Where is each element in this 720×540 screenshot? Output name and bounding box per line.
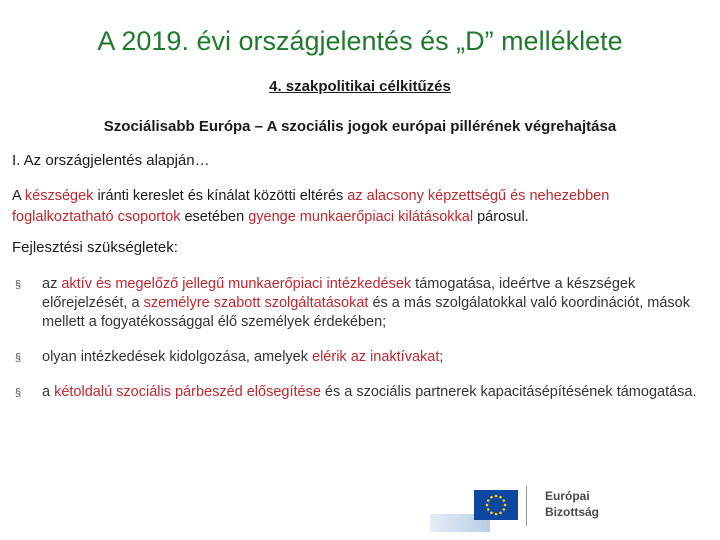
flag-star [504, 504, 507, 507]
text-run: párosul. [473, 209, 529, 225]
bullet-marker: § [15, 279, 22, 291]
logo-text-line2: Bizottság [545, 505, 599, 519]
flag-star [502, 499, 505, 502]
bullet-marker: § [15, 387, 22, 399]
flag-star [495, 513, 498, 516]
eu-flag-icon [474, 490, 518, 520]
bullet-marker: § [15, 352, 22, 364]
logo-text [545, 488, 599, 520]
text-run: és a más szolgálatokkal való koordinációt, mások mellett a fogyatékossággal élő személyek érdekében; [42, 295, 690, 330]
eu-commission-logo [430, 480, 690, 532]
text-run: A [12, 188, 25, 204]
text-run: olyan intézkedések kidolgozása, amelyek [42, 349, 313, 365]
needs-label: Fejlesztési szükségletek: [12, 239, 178, 256]
flag-star [499, 511, 502, 514]
highlighted-text: aktív és megelőző jellegű munkaerőpiaci intézkedések [61, 276, 412, 292]
flag-star [487, 499, 490, 502]
text-run: a [42, 384, 55, 400]
flag-star [502, 508, 505, 511]
highlighted-text: az alacsony képzettségű és nehezebben foglalkoztatható csoportok [12, 188, 610, 225]
section-label: I. Az országjelentés alapján… [12, 152, 210, 169]
flag-star [490, 496, 493, 499]
list-item [12, 383, 712, 402]
highlighted-text: személyre szabott szolgáltatásokat [143, 295, 369, 311]
logo-divider [526, 486, 527, 526]
flag-star [490, 511, 493, 514]
flag-star [486, 504, 489, 507]
flag-star [499, 496, 502, 499]
flag-star [487, 508, 490, 511]
text-run: támogatása, ideértve a készségek előrejelzését, a [42, 276, 636, 311]
text-run: esetében [180, 209, 249, 225]
flag-star [495, 495, 498, 498]
logo-text-line1: Európai [545, 489, 590, 503]
text-run: és a szociális partnerek kapacitásépítésének támogatása. [320, 384, 697, 400]
highlighted-text: kétoldalú szociális párbeszéd elősegítése [54, 384, 321, 400]
subtitle: 4. szakpolitikai célkitűzés [269, 78, 451, 95]
highlighted-text: elérik az inaktívakat [312, 349, 440, 365]
list-item [12, 275, 712, 332]
text-run: ; [439, 349, 444, 365]
highlighted-text: készségek [24, 188, 94, 204]
text-run: iránti kereslet és kínálat közötti eltérés [93, 188, 348, 204]
summary-paragraph [12, 186, 712, 228]
text-run: az [42, 276, 62, 292]
list-item [12, 348, 712, 367]
needs-list [12, 275, 712, 418]
highlighted-text: gyenge munkaerőpiaci kilátásokkal [248, 209, 474, 225]
section-heading: Szociálisabb Európa – A szociális jogok európai pillérének végrehajtása [103, 118, 617, 135]
page-title: A 2019. évi országjelentés és „D” melléklete [97, 26, 623, 56]
